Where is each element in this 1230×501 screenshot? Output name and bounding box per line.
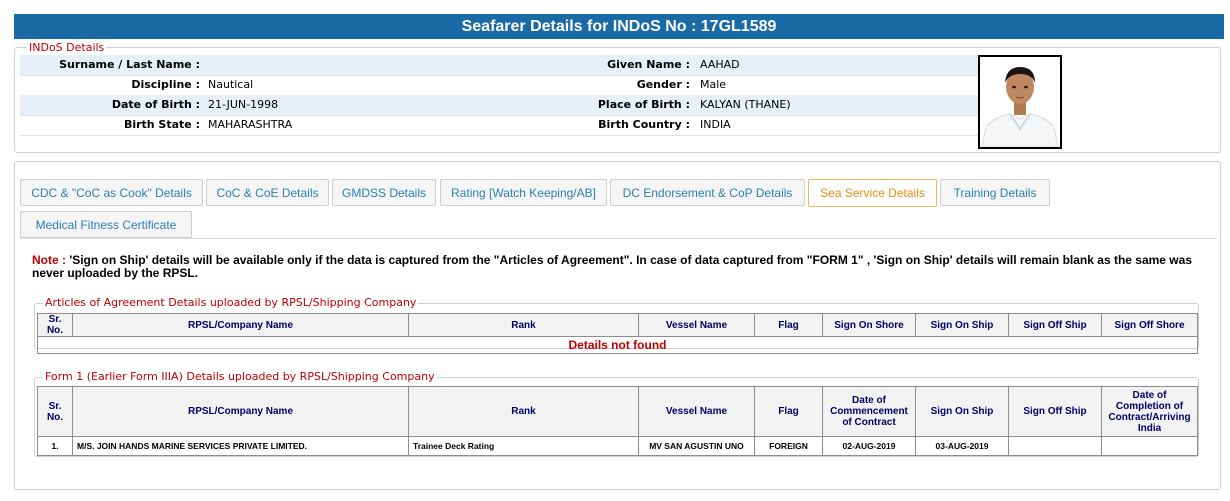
pob-value: KALYAN (THANE) <box>700 98 791 111</box>
discipline-label: Discipline : <box>131 78 200 91</box>
tab-rating-watch-keeping[interactable]: Rating [Watch Keeping/AB] <box>440 179 607 206</box>
detail-row-dob <box>20 95 978 115</box>
column-header: Rank <box>409 314 639 337</box>
column-header: Sr. No. <box>38 314 73 337</box>
column-header: Sign Off Shore <box>1102 314 1198 337</box>
table-header-row <box>38 387 1198 437</box>
tab-gmdss[interactable]: GMDSS Details <box>332 179 436 206</box>
birth-country-label: Birth Country : <box>598 118 690 131</box>
table-row <box>38 337 1198 354</box>
tab-training[interactable]: Training Details <box>940 179 1050 206</box>
table-row <box>38 437 1198 456</box>
table-cell: Trainee Deck Rating <box>409 437 639 456</box>
column-header: Sign On Ship <box>916 387 1009 437</box>
person-photo-icon <box>980 57 1060 147</box>
table-cell <box>1009 437 1102 456</box>
table-cell: FOREIGN <box>755 437 823 456</box>
column-header: Date of Commencement of Contract <box>823 387 916 437</box>
column-header: Sr. No. <box>38 387 73 437</box>
table-header-row <box>38 314 1198 337</box>
detail-row-discipline <box>20 75 978 95</box>
birth-state-label: Birth State : <box>123 118 200 131</box>
tab-sea-service[interactable]: Sea Service Details <box>808 179 937 207</box>
tab-cdc-coc-cook[interactable]: CDC & "CoC as Cook" Details <box>20 179 203 206</box>
tab-coc-coe[interactable]: CoC & CoE Details <box>206 179 329 206</box>
note-label: Note : <box>32 253 66 267</box>
tabs-divider <box>20 238 1217 239</box>
pob-label: Place of Birth : <box>597 98 690 111</box>
column-header: Sign On Ship <box>916 314 1009 337</box>
dob-label: Date of Birth : <box>111 98 200 111</box>
table-cell: 02-AUG-2019 <box>823 437 916 456</box>
table-cell: 03-AUG-2019 <box>916 437 1009 456</box>
table-cell: 1. <box>38 437 73 456</box>
column-header: Vessel Name <box>639 387 755 437</box>
column-header: RPSL/Company Name <box>73 387 409 437</box>
column-header: Date of Completion of Contract/Arriving India <box>1102 387 1198 437</box>
form1-table <box>37 386 1198 456</box>
tab-medical-fitness[interactable]: Medical Fitness Certificate <box>20 211 192 238</box>
table-cell <box>1102 437 1198 456</box>
detail-row-surname <box>20 55 978 75</box>
form1-section <box>34 370 1199 457</box>
given-name-value: AAHAD <box>700 58 740 71</box>
birth-country-value: INDIA <box>700 118 731 131</box>
detail-row-birth-state <box>20 115 978 135</box>
tab-dc-endorsement-cop[interactable]: DC Endorsement & CoP Details <box>610 179 805 206</box>
column-header: Sign Off Ship <box>1009 314 1102 337</box>
sea-service-note <box>32 254 1192 280</box>
column-header: Sign On Shore <box>823 314 916 337</box>
note-text: 'Sign on Ship' details will be available only if the data is captured from the "Articles of Agreement". In case of data captured from "FORM 1" , 'Sign on Ship' details will remain blank as the same was never uploaded by the RPSL. <box>32 253 1192 280</box>
discipline-value: Nautical <box>208 78 254 91</box>
dob-value: 21-JUN-1998 <box>208 98 279 111</box>
form1-legend: Form 1 (Earlier Form IIIA) Details uploaded by RPSL/Shipping Company <box>45 370 435 383</box>
column-header: Rank <box>409 387 639 437</box>
column-header: Flag <box>755 387 823 437</box>
gender-value: Male <box>700 78 727 91</box>
birth-state-value: MAHARASHTRA <box>208 118 293 131</box>
articles-legend: Articles of Agreement Details uploaded by RPSL/Shipping Company <box>45 296 417 309</box>
column-header: RPSL/Company Name <box>73 314 409 337</box>
column-header: Flag <box>755 314 823 337</box>
column-header: Vessel Name <box>639 314 755 337</box>
given-name-label: Given Name : <box>607 58 690 71</box>
articles-table <box>37 313 1198 354</box>
gender-label: Gender : <box>636 78 690 91</box>
details-not-found-message: Details not found <box>38 337 1198 354</box>
indos-details-legend: INDoS Details <box>29 41 105 54</box>
table-cell: M/S. JOIN HANDS MARINE SERVICES PRIVATE LIMITED. <box>73 437 409 456</box>
row-divider <box>20 135 978 136</box>
column-header: Sign Off Ship <box>1009 387 1102 437</box>
surname-label: Surname / Last Name : <box>59 58 200 71</box>
page-title: Seafarer Details for INDoS No : 17GL1589 <box>14 14 1224 39</box>
articles-of-agreement-section <box>34 296 1199 352</box>
table-cell: MV SAN AGUSTIN UNO <box>639 437 755 456</box>
seafarer-photo <box>978 55 1062 149</box>
